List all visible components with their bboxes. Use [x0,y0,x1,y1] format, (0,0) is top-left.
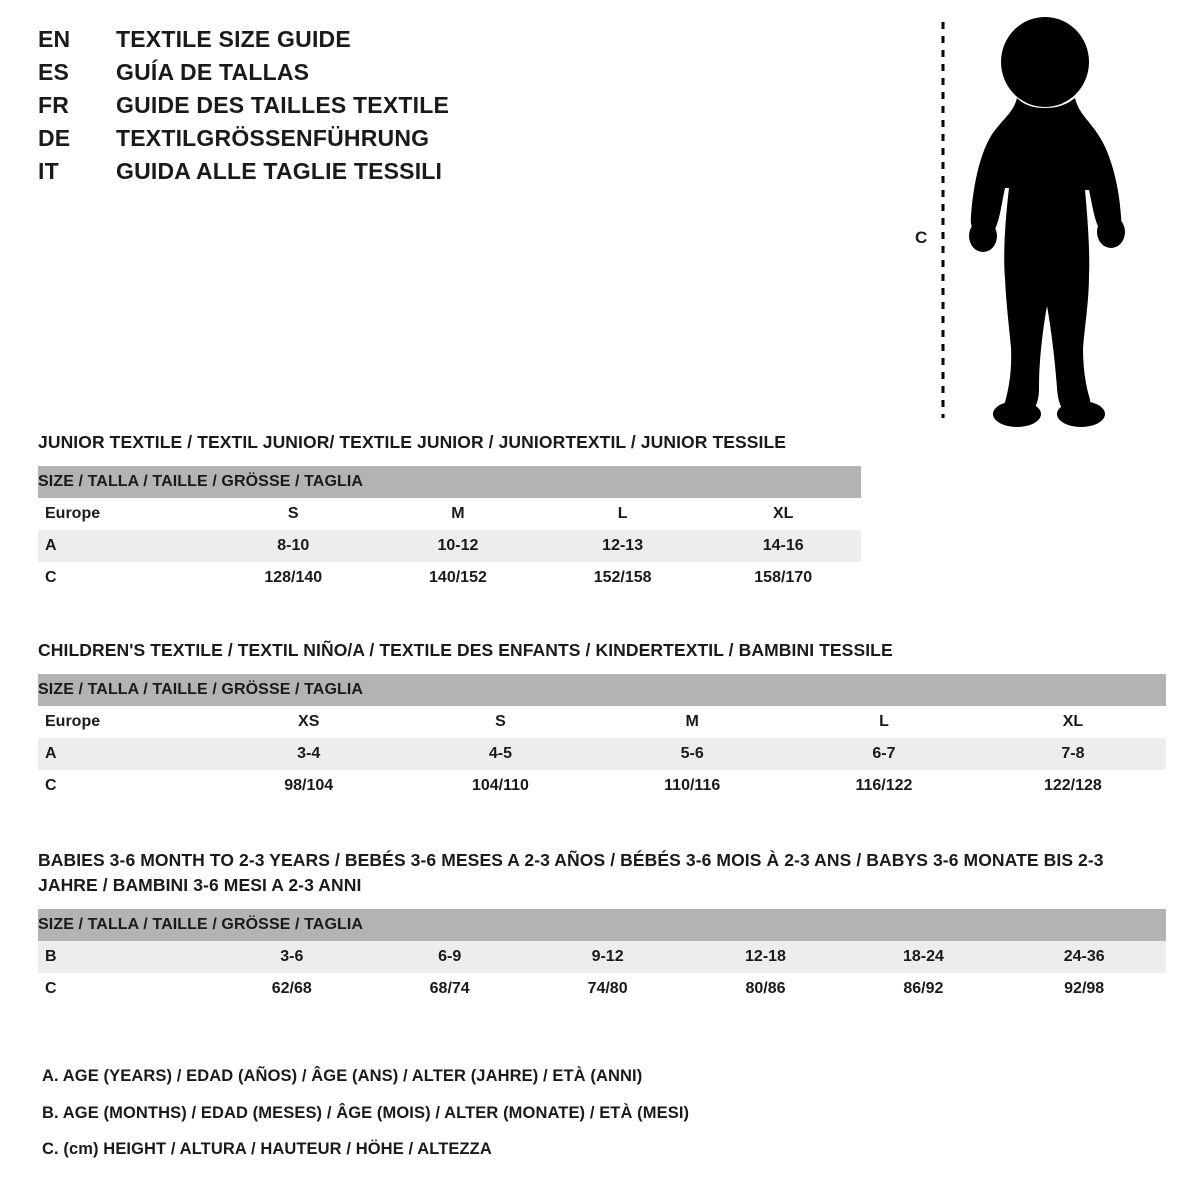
table-cell: 14-16 [705,530,861,562]
language-title-block [38,28,738,193]
table-cell: XS [213,706,405,738]
section-title: JUNIOR TEXTILE / TEXTIL JUNIOR/ TEXTILE JUNIOR / JUNIORTEXTIL / JUNIOR TESSILE [38,432,787,452]
table-cell: 92/98 [1002,973,1166,1005]
language-code: EN [38,26,71,52]
table-row [38,562,861,594]
table-cell: 3-6 [213,941,371,973]
row-label: B [38,941,213,973]
table-row [38,973,1166,1005]
section-junior [38,430,1166,594]
table-cell: 12-18 [687,941,845,973]
row-label: A [38,738,213,770]
child-silhouette-shape [969,17,1125,427]
table-band-header [38,674,1166,706]
row-label: Europe [38,498,211,530]
header-row [38,127,738,150]
table-row [38,530,861,562]
legend-line-c: C. (cm) HEIGHT / ALTURA / HAUTEUR / HÖHE / ALTEZZA [42,1140,492,1158]
table-cell: L [540,498,705,530]
header-row [38,160,738,183]
header-row [38,94,738,117]
table-cell: 152/158 [540,562,705,594]
language-code: FR [38,92,70,118]
row-label: C [38,770,213,802]
legend-block [42,1068,1042,1178]
table-band-header [38,909,1166,941]
table-cell: 6-9 [371,941,529,973]
toddler-silhouette-icon [905,10,1165,430]
row-label: Europe [38,706,213,738]
legend-line-b: B. AGE (MONTHS) / EDAD (MESES) / ÂGE (MOIS) / ALTER (MONATE) / ETÀ (MESI) [42,1103,690,1122]
language-title: TEXTILGRÖSSENFÜHRUNG [116,125,430,151]
band-label: SIZE / TALLA / TAILLE / GRÖSSE / TAGLIA [38,466,861,498]
row-label: A [38,530,211,562]
table-cell: 3-4 [213,738,405,770]
table-cell: M [376,498,541,530]
section-children [38,638,1166,802]
table-cell: XL [980,706,1166,738]
table-cell: 4-5 [405,738,597,770]
table-cell: 24-36 [1002,941,1166,973]
table-cell: 98/104 [213,770,405,802]
band-label: SIZE / TALLA / TAILLE / GRÖSSE / TAGLIA [38,909,1166,941]
table-cell: 116/122 [788,770,980,802]
table-cell: 9-12 [529,941,687,973]
table-cell: 80/86 [687,973,845,1005]
row-label: C [38,973,213,1005]
table-band-header [38,466,861,498]
height-label: C [915,228,928,247]
language-code: ES [38,59,70,85]
table-cell: S [211,498,376,530]
height-measure-figure [905,10,1165,430]
table-cell: S [405,706,597,738]
language-title: GUÍA DE TALLAS [116,59,310,85]
table-cell: 10-12 [376,530,541,562]
table-cell: 74/80 [529,973,687,1005]
language-code: IT [38,158,59,184]
table-row [38,738,1166,770]
legend-line-a: A. AGE (YEARS) / EDAD (AÑOS) / ÂGE (ANS) / ALTER (JAHRE) / ETÀ (ANNI) [42,1067,643,1085]
language-code: DE [38,125,71,151]
table-row [38,498,861,530]
section-title: BABIES 3-6 MONTH TO 2-3 YEARS / BEBÉS 3-6 MESES A 2-3 AÑOS / BÉBÉS 3-6 MOIS À 2-3 ANS / BABYS 3-6 MONATE BIS 2-3 JAHRE / BAMBINI 3-6 MESI A 2-3 ANNI [38,850,1104,895]
section-title: CHILDREN'S TEXTILE / TEXTIL NIÑO/A / TEXTILE DES ENFANTS / KINDERTEXTIL / BAMBINI TESSILE [38,640,893,660]
band-label: SIZE / TALLA / TAILLE / GRÖSSE / TAGLIA [38,674,1166,706]
table-cell: M [596,706,788,738]
table-row [38,941,1166,973]
table-cell: 158/170 [705,562,861,594]
table-cell: 18-24 [844,941,1002,973]
section-babies [38,848,1166,1005]
language-title: GUIDA ALLE TAGLIE TESSILI [116,158,443,184]
table-row [38,770,1166,802]
table-cell: 5-6 [596,738,788,770]
babies-size-table [38,909,1166,1005]
table-cell: 104/110 [405,770,597,802]
table-cell: 86/92 [844,973,1002,1005]
table-row [38,706,1166,738]
language-title: TEXTILE SIZE GUIDE [116,26,351,52]
table-cell: 12-13 [540,530,705,562]
table-cell: 110/116 [596,770,788,802]
table-cell: XL [705,498,861,530]
table-cell: 68/74 [371,973,529,1005]
table-cell: L [788,706,980,738]
header-row [38,28,738,51]
table-cell: 8-10 [211,530,376,562]
row-label: C [38,562,211,594]
language-title: GUIDE DES TAILLES TEXTILE [116,92,449,118]
table-cell: 140/152 [376,562,541,594]
table-cell: 62/68 [213,973,371,1005]
children-size-table [38,674,1166,802]
junior-size-table [38,466,861,594]
table-cell: 7-8 [980,738,1166,770]
table-cell: 128/140 [211,562,376,594]
header-row [38,61,738,84]
table-cell: 122/128 [980,770,1166,802]
table-cell: 6-7 [788,738,980,770]
